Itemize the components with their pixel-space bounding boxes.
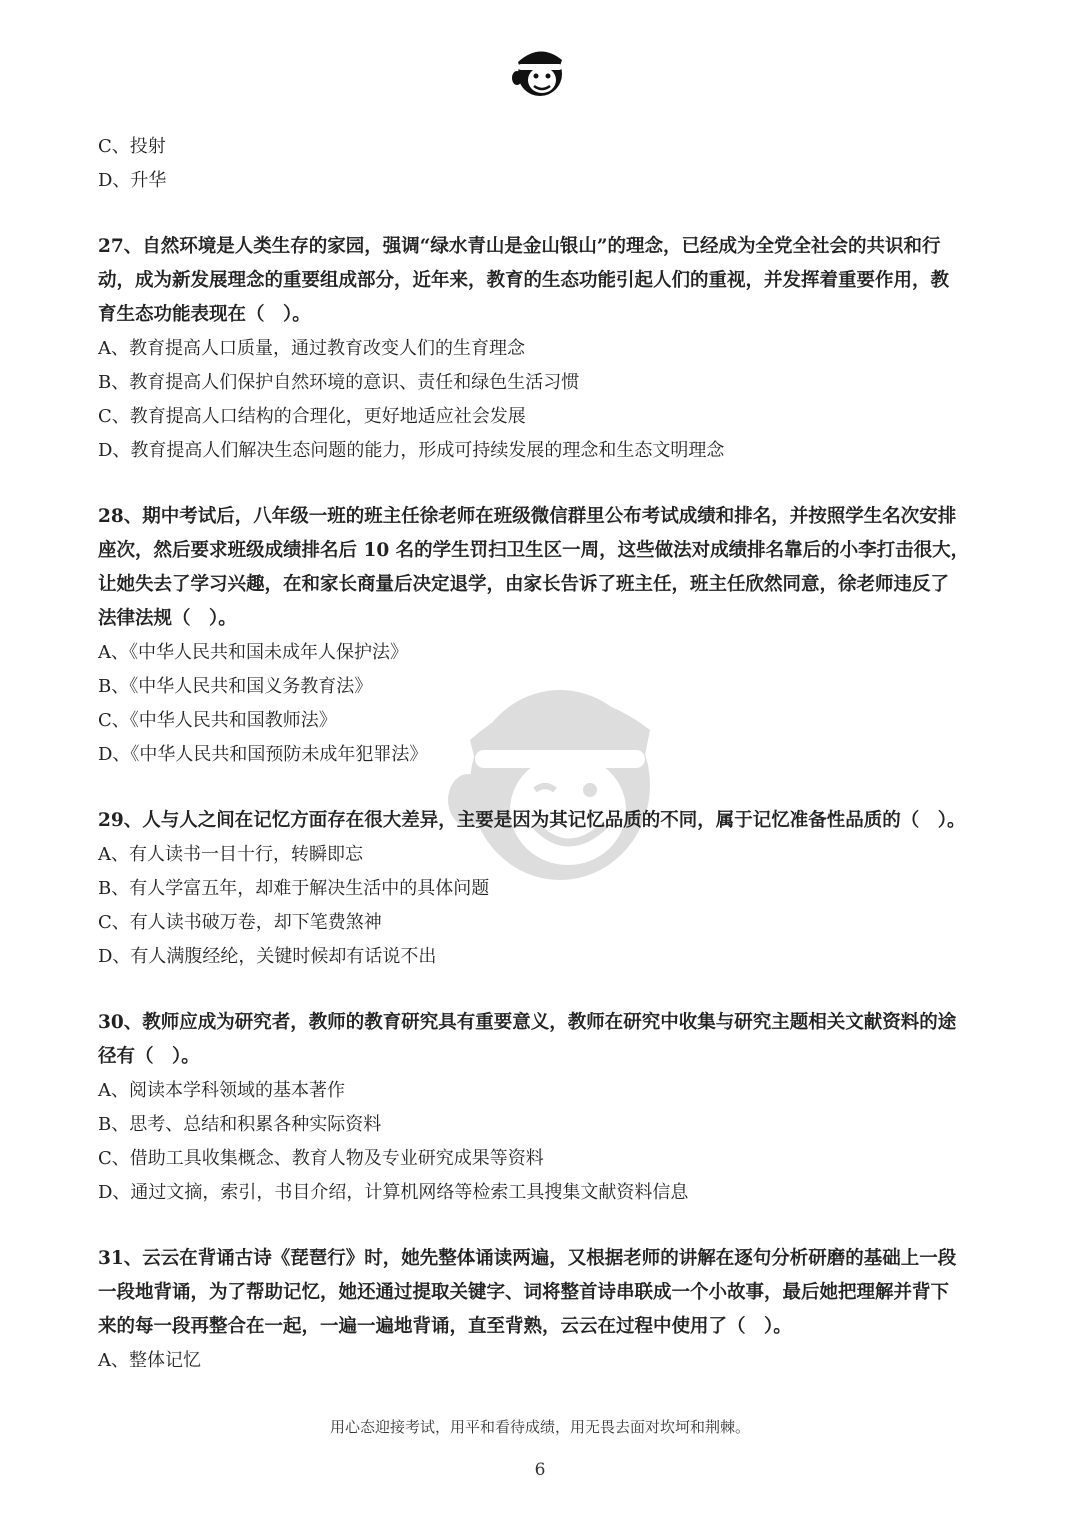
question-31 xyxy=(98,1242,988,1378)
question-line: 一段地背诵，为了帮助记忆，她还通过提取关键字、词将整首诗串联成一个小故事，最后她把理解并背下 xyxy=(98,1282,950,1303)
option: A、阅读本学科领域的基本著作 xyxy=(98,1080,345,1101)
question-line: 30、教师应成为研究者，教师的教育研究具有重要意义，教师在研究中收集与研究主题相关文献资料的途 xyxy=(98,1012,957,1033)
option: C、《中华人民共和国教师法》 xyxy=(98,710,337,731)
question-26-tail xyxy=(98,130,988,198)
question-line: 法律法规（ ）。 xyxy=(98,608,237,629)
option: A、整体记忆 xyxy=(98,1350,201,1371)
option: A、教育提高人口质量，通过教育改变人们的生育理念 xyxy=(98,338,525,359)
option: A、有人读书一目十行，转瞬即忘 xyxy=(98,844,363,865)
question-line: 28、期中考试后，八年级一班的班主任徐老师在班级微信群里公布考试成绩和排名，并按照学生名次安排 xyxy=(98,506,957,527)
option: B、教育提高人们保护自然环境的意识、责任和绿色生活习惯 xyxy=(98,372,580,393)
option: D、升华 xyxy=(98,170,167,191)
question-line: 座次，然后要求班级成绩排名后 10 名的学生罚扫卫生区一周，这些做法对成绩排名靠后的小李打击很大， xyxy=(98,540,970,561)
footer-motto: 用心态迎接考试，用平和看待成绩，用无畏去面对坎坷和荆棘。 xyxy=(329,1418,750,1436)
question-list xyxy=(98,130,988,1378)
question-line: 让她失去了学习兴趣，在和家长商量后决定退学，由家长告诉了班主任，班主任欣然同意，徐老师违反了 xyxy=(98,574,950,595)
option: C、教育提高人口结构的合理化，更好地适应社会发展 xyxy=(98,406,526,427)
question-line: 径有（ ）。 xyxy=(98,1046,200,1067)
question-line: 31、云云在背诵古诗《琵琶行》时，她先整体诵读两遍，又根据老师的讲解在逐句分析研磨的基础上一段 xyxy=(98,1248,957,1269)
option: B、《中华人民共和国义务教育法》 xyxy=(98,676,373,697)
option: C、有人读书破万卷，却下笔费煞神 xyxy=(98,912,382,933)
option: A、《中华人民共和国未成年人保护法》 xyxy=(98,642,408,663)
option: C、借助工具收集概念、教育人物及专业研究成果等资料 xyxy=(98,1148,544,1169)
question-29 xyxy=(98,804,988,974)
option: B、思考、总结和积累各种实际资料 xyxy=(98,1114,382,1135)
question-line: 动，成为新发展理念的重要组成部分，近年来，教育的生态功能引起人们的重视，并发挥着重要作用，教 xyxy=(98,270,950,291)
option: D、教育提高人们解决生态问题的能力，形成可持续发展的理念和生态文明理念 xyxy=(98,440,725,461)
question-line: 来的每一段再整合在一起，一遍一遍地背诵，直至背熟，云云在过程中使用了（ ）。 xyxy=(98,1316,792,1337)
option: C、投射 xyxy=(98,136,166,157)
question-line: 27、自然环境是人类生存的家园，强调“绿水青山是金山银山”的理念，已经成为全党全社会的共识和行 xyxy=(98,236,941,257)
page-number: 6 xyxy=(534,1460,546,1480)
question-line: 29、人与人之间在记忆方面存在很大差异，主要是因为其记忆品质的不同，属于记忆准备性品质的（ ）。 xyxy=(98,810,966,831)
option: B、有人学富五年，却难于解决生活中的具体问题 xyxy=(98,878,490,899)
option: D、通过文摘，索引，书目介绍，计算机网络等检索工具搜集文献资料信息 xyxy=(98,1182,689,1203)
question-27 xyxy=(98,230,988,468)
question-28 xyxy=(98,500,988,772)
option: D、有人满腹经纶，关键时候却有话说不出 xyxy=(98,946,437,967)
option: D、《中华人民共和国预防未成年犯罪法》 xyxy=(98,744,428,765)
question-line: 育生态功能表现在（ ）。 xyxy=(98,304,311,325)
monkey-logo-icon xyxy=(504,40,576,100)
question-30 xyxy=(98,1006,988,1210)
